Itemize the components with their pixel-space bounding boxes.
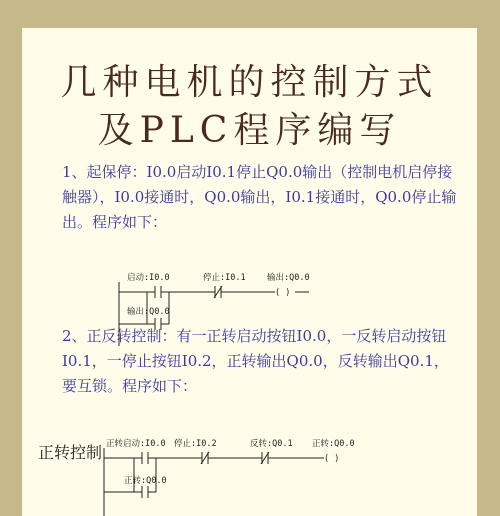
coil-label-forward: 正转:Q0.0 [312, 439, 355, 449]
contact-label-stop: 停止:I0.1 [203, 273, 246, 283]
document-card [22, 28, 477, 516]
title-line-1: 几种电机的控制方式 [60, 62, 439, 103]
diagram-2-title: 正转控制 [38, 443, 103, 462]
section-1-text: 1、起保停：I0.0启动I0.1停止Q0.0输出（控制电机启停接触器），I0.0接通时，Q0.0输出，I0.1接通时，Q0.0停止输出。程序如下： [62, 163, 457, 231]
contact-label-stop: 停止:I0.2 [174, 439, 217, 449]
forward-coil: ( ) [324, 454, 340, 464]
contact-label-seal: 输出:Q0.0 [127, 307, 170, 317]
contact-label-forward-start: 正转启动:I0.0 [106, 439, 166, 449]
rung-forward [104, 452, 324, 498]
title-line-2: 及PLC程序编写 [97, 110, 402, 151]
contact-label-interlock: 反转:Q0.1 [250, 439, 293, 449]
output-coil: ( ) [275, 288, 291, 298]
ladder-diagram-forward [102, 436, 372, 516]
coil-label-output: 输出:Q0.0 [267, 273, 310, 283]
section-2-text: 2、正反转控制：有一正转启动按钮I0.0，一反转启动按钮I0.1，一停止按钮I0.2，正转输出Q0.0，反转输出Q0.1，要互锁。程序如下： [62, 327, 449, 395]
contact-label-seal: 正转:Q0.0 [124, 476, 167, 486]
contact-label-start: 启动:I0.0 [127, 273, 170, 283]
